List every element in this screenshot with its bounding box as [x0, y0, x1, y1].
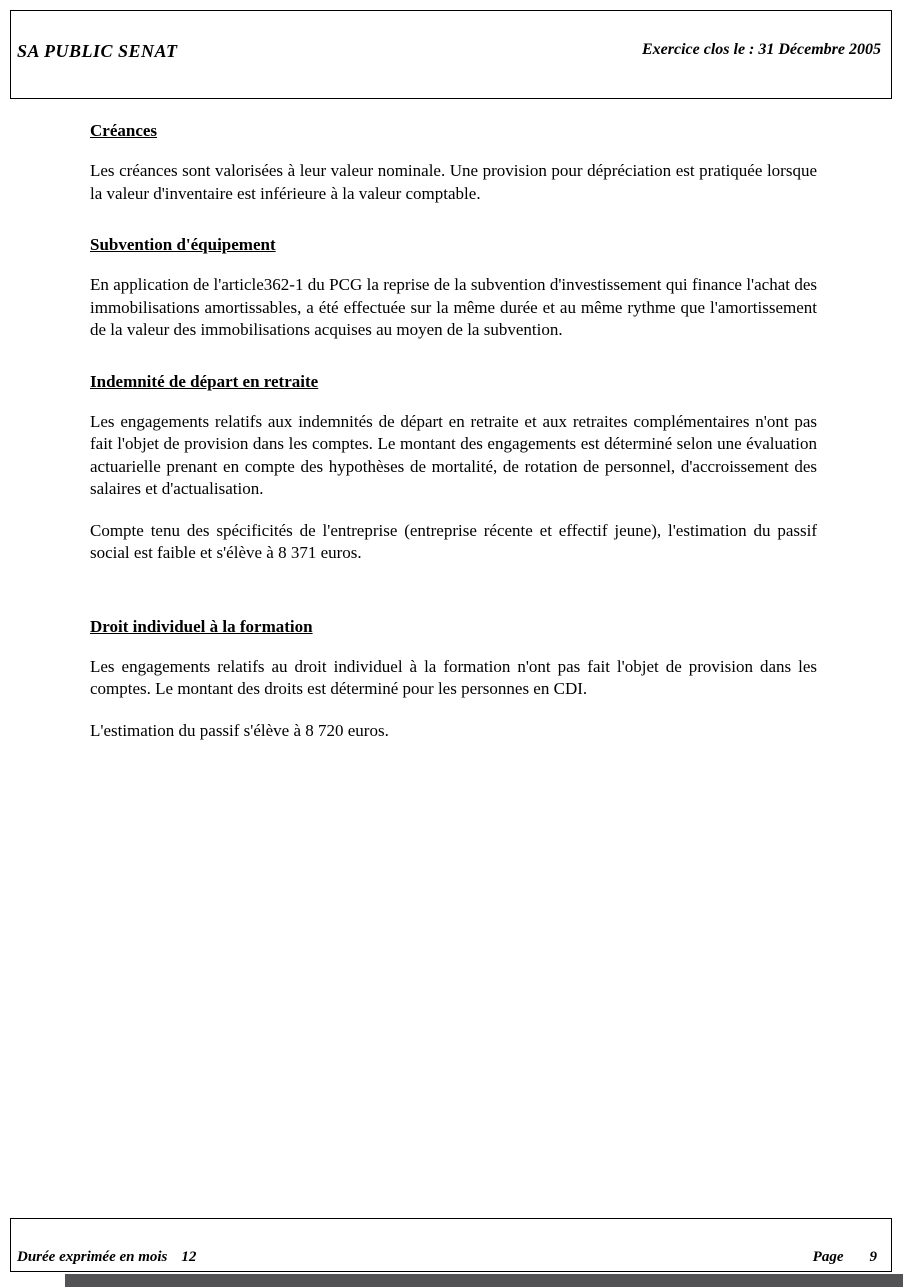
paragraph: L'estimation du passif s'élève à 8 720 euros. [90, 720, 389, 740]
page-footer [10, 1218, 892, 1272]
section-subvention [90, 235, 817, 342]
page-header [10, 10, 892, 99]
duration-label: Durée exprimée en mois [17, 1249, 168, 1265]
section-droit-formation [90, 617, 817, 743]
section-heading: Droit individuel à la formation [90, 616, 313, 636]
paragraph: Les créances sont valorisées à leur valeur nominale. Une provision pour dépréciation est pratiquée lorsque la valeur d'inventaire est inférieure à la valeur comptable. [90, 161, 817, 203]
section-heading: Indemnité de départ en retraite [90, 371, 319, 391]
paragraph: Les engagements relatifs aux indemnités de départ en retraite et aux retraites complémentaires n'ont pas fait l'objet de provision dans les comptes. Le montant des engagements est déterminé selon une évaluation actuarielle prenant en compte des hypothèses de mortalité, de rotation de personnel, d'accroissement des salaires et d'actualisation. [90, 411, 817, 498]
page-number: 9 [869, 1249, 877, 1265]
section-heading: Subvention d'équipement [90, 235, 276, 254]
bottom-bar [65, 1274, 903, 1287]
page-indicator [813, 1249, 877, 1266]
page-label: Page [812, 1249, 844, 1265]
document-body [90, 121, 817, 742]
paragraph: Compte tenu des spécificités de l'entreprise (entreprise récente et effectif jeune), l'estimation du passif social est faible et s'élève à 8 371 euros. [90, 520, 817, 562]
company-title: SA PUBLIC SENAT [17, 41, 178, 61]
fiscal-year-end-label: Exercice clos le : 31 Décembre 2005 [641, 41, 881, 58]
paragraph: Les engagements relatifs au droit individuel à la formation n'ont pas fait l'objet de provision dans les comptes. Le montant des droits est déterminé pour les personnes en CDI. [90, 656, 817, 698]
duration-note [17, 1249, 196, 1266]
section-indemnite-retraite [90, 372, 817, 565]
duration-value: 12 [181, 1249, 197, 1265]
section-heading: Créances [90, 121, 158, 140]
section-creances [90, 121, 817, 205]
paragraph: En application de l'article362-1 du PCG la reprise de la subvention d'investissement qui finance l'achat des immobilisations amortissables, a été effectuée sur la même durée et au même rythme que l'amortissement de la valeur des immobilisations acquises au moyen de la subvention. [90, 275, 817, 339]
